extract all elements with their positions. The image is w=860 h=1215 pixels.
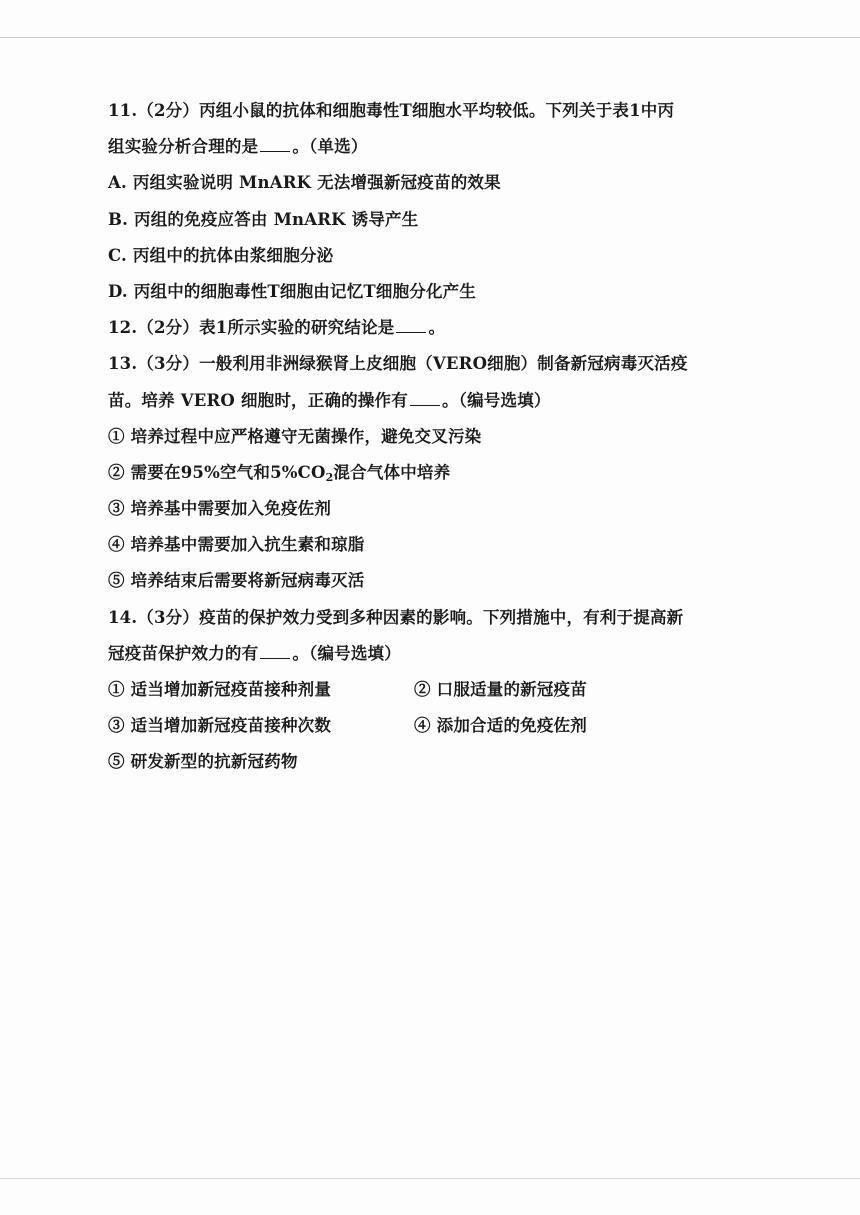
q11-option-a: A. 丙组实验说明 MnARK 无法增强新冠疫苗的效果 [108, 173, 501, 193]
q13-item-2-text: ② 需要在95%空气和5%CO [108, 462, 326, 482]
q12-stem-suffix: 。 [428, 318, 446, 338]
q14-item-3: ③ 适当增加新冠疫苗接种次数 [108, 716, 332, 736]
q11-option-d: D. 丙组中的细胞毒性T细胞由记忆T细胞分化产生 [108, 281, 477, 301]
q12-answer-blank [396, 314, 426, 333]
q13-item-5: ⑤ 培养结束后需要将新冠病毒灭活 [108, 571, 365, 591]
q14-item-4: ④ 添加合适的免疫佐剂 [414, 716, 587, 736]
q14-stem-suffix: 。（编号选填） [292, 643, 401, 663]
q13-stem-text: 苗。培养 VERO 细胞时，正确的操作有 [108, 390, 408, 410]
q14-item-1: ① 适当增加新冠疫苗接种剂量 [108, 680, 332, 699]
q11-option-b: B. 丙组的免疫应答由 MnARK 诱导产生 [108, 209, 419, 229]
q11-answer-blank [260, 133, 290, 152]
q13-item-2-subscript: 2 [325, 470, 334, 484]
q13-item-4: ④ 培养基中需要加入抗生素和琼脂 [108, 535, 365, 555]
q13-answer-blank [410, 387, 440, 406]
q14-stem-line1: 14.（3分）疫苗的保护效力受到多种因素的影响。下列措施中，有利于提高新 [108, 607, 684, 627]
scan-top-edge [0, 37, 860, 38]
question-content [108, 93, 728, 781]
q11-stem-suffix: 。（单选） [292, 137, 368, 157]
q13-item-1: ① 培养过程中应严格遵守无菌操作，避免交叉污染 [108, 426, 482, 446]
q11-stem-line1: 11.（2分）丙组小鼠的抗体和细胞毒性T细胞水平均较低。下列关于表1中丙 [108, 101, 675, 120]
q14-item-5: ⑤ 研发新型的抗新冠药物 [108, 752, 298, 772]
q13-item-2 [108, 455, 728, 491]
q11-option-c: C. 丙组中的抗体由浆细胞分泌 [108, 245, 334, 265]
q14-items-row-2 [108, 708, 728, 744]
q14-stem-line2 [108, 636, 728, 672]
q14-items-row-1 [108, 672, 728, 708]
q11-stem-line2 [108, 129, 728, 165]
q13-item-2-suffix: 混合气体中培养 [333, 462, 451, 482]
q13-stem-line2 [108, 383, 728, 419]
q13-stem-line1: 13.（3分）一般利用非洲绿猴肾上皮细胞（VERO细胞）制备新冠病毒灭活疫 [108, 354, 688, 374]
q14-item-2: ② 口服适量的新冠疫苗 [414, 680, 587, 699]
q11-stem-text: 组实验分析合理的是 [108, 137, 259, 157]
q12-stem [108, 310, 728, 346]
q14-stem-text: 冠疫苗保护效力的有 [108, 643, 259, 663]
scan-bottom-edge [0, 1178, 860, 1179]
q12-stem-text: 12.（2分）表1所示实验的研究结论是 [108, 318, 395, 338]
q13-stem-suffix: 。（编号选填） [441, 390, 551, 410]
q14-answer-blank [260, 640, 290, 659]
q13-item-3: ③ 培养基中需要加入免疫佐剂 [108, 499, 332, 519]
